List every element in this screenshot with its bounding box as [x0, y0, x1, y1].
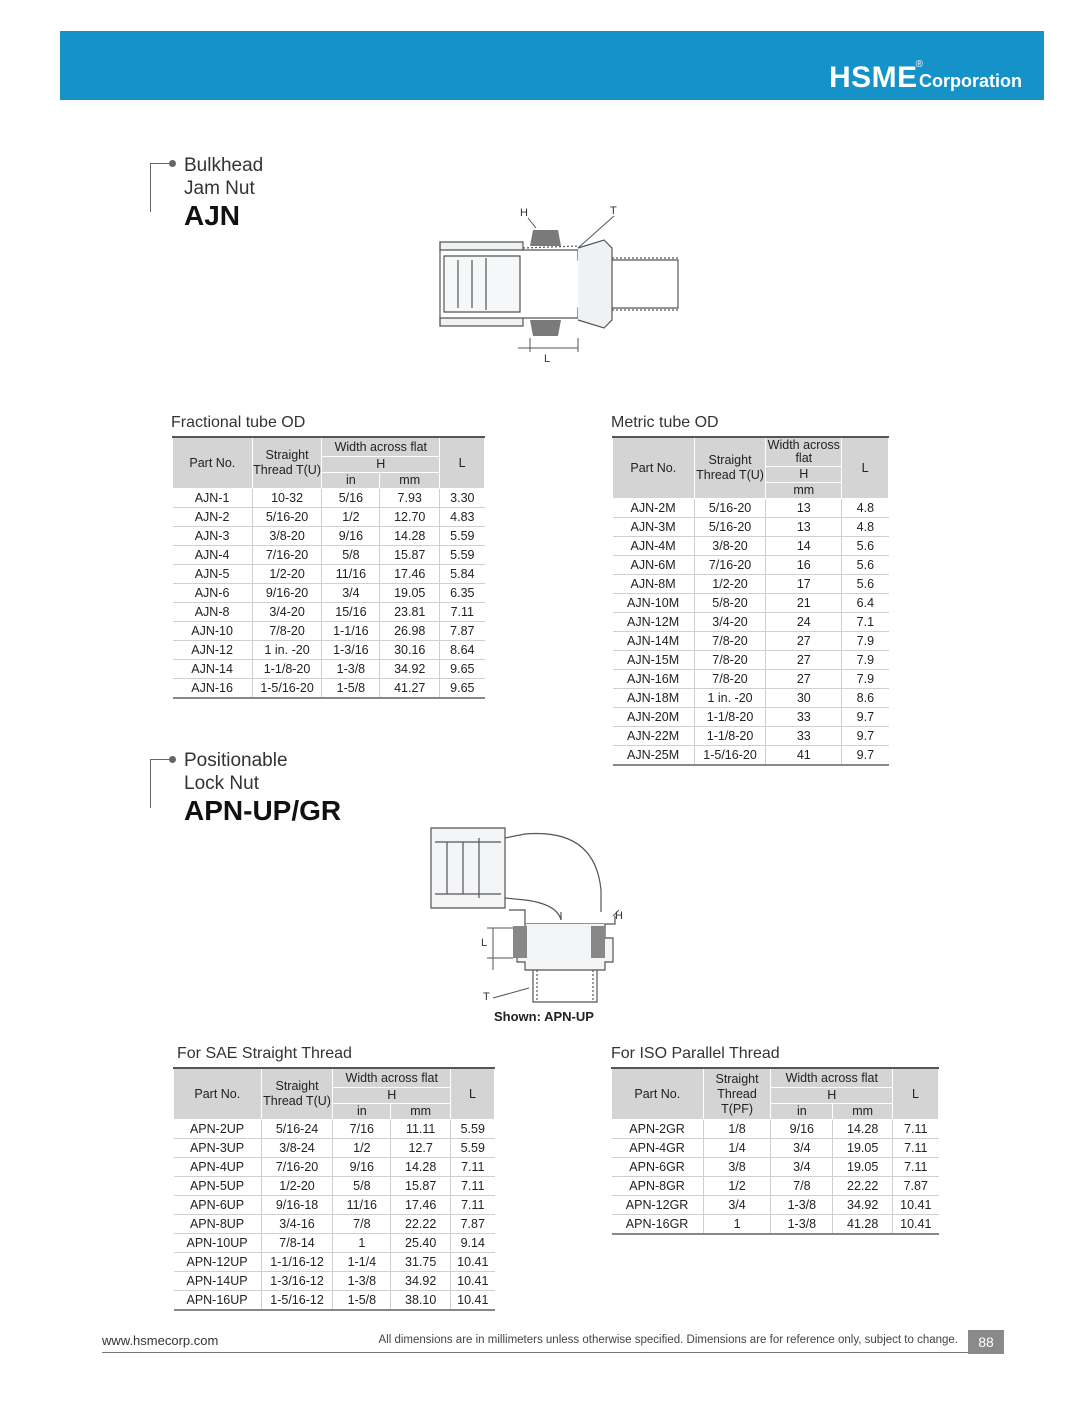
table-row — [173, 546, 485, 565]
table-cell: 3/4-16 — [261, 1215, 333, 1234]
section-bracket-ajn — [150, 163, 173, 212]
col-header-thread: Straight Thread T(U) — [261, 1068, 333, 1120]
table-cell: APN-4UP — [174, 1158, 262, 1177]
table-cell: 7.93 — [380, 489, 440, 508]
table-cell: 1-3/8 — [333, 1272, 391, 1291]
ajn-fitting-diagram — [428, 200, 698, 370]
table-cell: 12.70 — [380, 508, 440, 527]
table-cell: 14.28 — [380, 527, 440, 546]
col-header-l: L — [451, 1068, 495, 1120]
table-cell: 7.11 — [451, 1196, 495, 1215]
table-cell: 5/16-20 — [252, 508, 322, 527]
table-row — [613, 689, 889, 708]
table-cell: 12.7 — [391, 1139, 451, 1158]
table-cell: AJN-14 — [173, 660, 253, 679]
table-cell: 1-1/8-20 — [694, 727, 766, 746]
table-cell: 9/16 — [333, 1158, 391, 1177]
ajn-subtitle-line2: Jam Nut — [184, 178, 255, 199]
table-row — [613, 727, 889, 746]
table-cell: 7/16-20 — [261, 1158, 333, 1177]
table-cell: AJN-6M — [613, 556, 695, 575]
table-cell: 9/16-18 — [261, 1196, 333, 1215]
table-row — [613, 613, 889, 632]
table-cell: 8.6 — [842, 689, 889, 708]
table-row — [613, 518, 889, 537]
table-cell: 21 — [766, 594, 842, 613]
table-cell: 13 — [766, 499, 842, 518]
col-header-mm: mm — [833, 1104, 893, 1120]
table-cell: 1 in. -20 — [252, 641, 322, 660]
table-cell: 6.4 — [842, 594, 889, 613]
table-cell: 7/8-20 — [252, 622, 322, 641]
table-cell: APN-5UP — [174, 1177, 262, 1196]
table-cell: 5.59 — [440, 527, 485, 546]
table-row — [613, 746, 889, 766]
table-row — [612, 1177, 939, 1196]
apn-fitting-diagram — [425, 820, 645, 1010]
table-cell: 31.75 — [391, 1253, 451, 1272]
col-header-in: in — [333, 1104, 391, 1120]
table-cell: AJN-10M — [613, 594, 695, 613]
apn-sae-table — [173, 1067, 495, 1311]
company-logo — [829, 61, 1022, 95]
table-row — [173, 527, 485, 546]
table-cell: 10.41 — [451, 1253, 495, 1272]
col-header-h: H — [766, 467, 842, 483]
col-header-thread: Straight Thread T(U) — [694, 437, 766, 499]
apn-subtitle — [184, 749, 288, 795]
table-cell: 1-5/16-20 — [694, 746, 766, 766]
table-cell: 5/8 — [322, 546, 380, 565]
table-cell: AJN-3M — [613, 518, 695, 537]
table-cell: AJN-2M — [613, 499, 695, 518]
table-cell: 27 — [766, 670, 842, 689]
table-cell: 15.87 — [391, 1177, 451, 1196]
table-cell: 7.9 — [842, 670, 889, 689]
col-header-l: L — [440, 437, 485, 489]
table-cell: 1-5/8 — [322, 679, 380, 699]
table-cell: 7.87 — [893, 1177, 939, 1196]
table-cell: 4.8 — [842, 518, 889, 537]
table-cell: 7/8-20 — [694, 632, 766, 651]
table-cell: APN-2UP — [174, 1120, 262, 1139]
table-cell: 19.05 — [380, 584, 440, 603]
apn-iso-table — [611, 1067, 939, 1235]
col-header-l: L — [893, 1068, 939, 1120]
table-cell: 9/16 — [771, 1120, 833, 1139]
table-cell: 26.98 — [380, 622, 440, 641]
table-cell: 3/4-20 — [252, 603, 322, 622]
col-header-part-no: Part No. — [173, 437, 253, 489]
table-cell: AJN-4 — [173, 546, 253, 565]
table-cell: 1/8 — [703, 1120, 771, 1139]
table-row — [174, 1291, 495, 1311]
table-cell: 1 in. -20 — [694, 689, 766, 708]
ajn-title: AJN — [184, 200, 241, 231]
table-row — [613, 556, 889, 575]
table-cell: 9.65 — [440, 660, 485, 679]
table-cell: 3/4 — [703, 1196, 771, 1215]
table-cell: 19.05 — [833, 1158, 893, 1177]
table-cell: 9.65 — [440, 679, 485, 699]
table-cell: APN-6UP — [174, 1196, 262, 1215]
table-cell: 13 — [766, 518, 842, 537]
table-cell: 7/8-20 — [694, 670, 766, 689]
table-cell: 33 — [766, 708, 842, 727]
table-cell: 3/4 — [771, 1139, 833, 1158]
table-row — [174, 1177, 495, 1196]
table-cell: AJN-20M — [613, 708, 695, 727]
apn-title: APN-UP/GR — [184, 795, 342, 826]
table-cell: 41.28 — [833, 1215, 893, 1235]
table-row — [613, 651, 889, 670]
table-cell: APN-4GR — [612, 1139, 704, 1158]
table-cell: 7.11 — [893, 1139, 939, 1158]
table-cell: 10.41 — [893, 1196, 939, 1215]
table-cell: 14.28 — [833, 1120, 893, 1139]
table-row — [174, 1234, 495, 1253]
table-cell: 25.40 — [391, 1234, 451, 1253]
table-row — [174, 1253, 495, 1272]
table-cell: AJN-18M — [613, 689, 695, 708]
table-cell: 10-32 — [252, 489, 322, 508]
table-cell: 9/16-20 — [252, 584, 322, 603]
iso-caption: For ISO Parallel Thread — [611, 1045, 780, 1062]
registered-mark: ® — [915, 59, 923, 70]
table-cell: 1/2-20 — [252, 565, 322, 584]
table-cell: 5.6 — [842, 537, 889, 556]
table-cell: 22.22 — [833, 1177, 893, 1196]
table-cell: 5/16-24 — [261, 1120, 333, 1139]
table-cell: 1-3/8 — [771, 1215, 833, 1235]
col-header-mm: mm — [380, 473, 440, 489]
table-cell: 1-3/8 — [771, 1196, 833, 1215]
ajn-label-l: L — [544, 353, 551, 365]
table-cell: 19.05 — [833, 1139, 893, 1158]
table-cell: 5.84 — [440, 565, 485, 584]
table-row — [612, 1158, 939, 1177]
table-cell: APN-10UP — [174, 1234, 262, 1253]
table-cell: 1-3/16 — [322, 641, 380, 660]
table-row — [613, 632, 889, 651]
table-cell: 4.83 — [440, 508, 485, 527]
table-row — [173, 565, 485, 584]
table-cell: AJN-2 — [173, 508, 253, 527]
table-row — [613, 708, 889, 727]
table-cell: 5.59 — [451, 1139, 495, 1158]
table-cell: 17.46 — [391, 1196, 451, 1215]
table-cell: AJN-25M — [613, 746, 695, 766]
table-row — [612, 1196, 939, 1215]
ajn-label-h: H — [520, 207, 528, 219]
col-header-l: L — [842, 437, 889, 499]
table-cell: APN-8GR — [612, 1177, 704, 1196]
table-cell: 5.59 — [440, 546, 485, 565]
table-cell: 1-1/8-20 — [694, 708, 766, 727]
table-cell: AJN-3 — [173, 527, 253, 546]
table-cell: 7/8 — [333, 1215, 391, 1234]
table-cell: 10.41 — [451, 1272, 495, 1291]
table-cell: 3/4 — [771, 1158, 833, 1177]
table-cell: 15/16 — [322, 603, 380, 622]
table-cell: 9.7 — [842, 727, 889, 746]
col-header-width: Width across flat — [771, 1068, 893, 1088]
ajn-label-t: T — [610, 205, 617, 217]
table-row — [613, 594, 889, 613]
header-bar — [60, 31, 1044, 100]
table-cell: 5.6 — [842, 575, 889, 594]
table-row — [612, 1139, 939, 1158]
table-cell: 27 — [766, 651, 842, 670]
table-cell: 7.1 — [842, 613, 889, 632]
table-cell: 34.92 — [380, 660, 440, 679]
table-cell: 5.59 — [451, 1120, 495, 1139]
table-cell: 41.27 — [380, 679, 440, 699]
apn-label-t: T — [483, 991, 490, 1003]
table-cell: 7/16-20 — [694, 556, 766, 575]
table-cell: AJN-4M — [613, 537, 695, 556]
table-row — [612, 1215, 939, 1235]
table-cell: 24 — [766, 613, 842, 632]
table-row — [613, 537, 889, 556]
col-header-part-no: Part No. — [613, 437, 695, 499]
metric-caption: Metric tube OD — [611, 414, 719, 431]
table-cell: 1-5/8 — [333, 1291, 391, 1311]
table-cell: 30 — [766, 689, 842, 708]
table-cell: 1-1/4 — [333, 1253, 391, 1272]
table-cell: 1-1/16-12 — [261, 1253, 333, 1272]
table-cell: 3.30 — [440, 489, 485, 508]
table-cell: 22.22 — [391, 1215, 451, 1234]
table-row — [173, 660, 485, 679]
table-cell: 1/2-20 — [694, 575, 766, 594]
table-cell: 7.11 — [451, 1177, 495, 1196]
ajn-metric-table — [612, 436, 889, 766]
table-cell: 9.14 — [451, 1234, 495, 1253]
apn-sae-body — [174, 1120, 495, 1311]
table-cell: AJN-12M — [613, 613, 695, 632]
col-header-width: Width across flat — [322, 437, 440, 457]
table-row — [613, 575, 889, 594]
table-cell: 5/16 — [322, 489, 380, 508]
table-cell: AJN-6 — [173, 584, 253, 603]
col-header-in: in — [322, 473, 380, 489]
fractional-caption: Fractional tube OD — [171, 414, 306, 431]
table-cell: 3/4 — [322, 584, 380, 603]
table-cell: 7.11 — [893, 1120, 939, 1139]
table-cell: 3/8-20 — [252, 527, 322, 546]
table-cell: APN-12UP — [174, 1253, 262, 1272]
table-cell: 7/8-14 — [261, 1234, 333, 1253]
table-cell: 11.11 — [391, 1120, 451, 1139]
brand-name: HSME — [828, 61, 918, 94]
table-row — [612, 1120, 939, 1139]
table-cell: 1/2-20 — [261, 1177, 333, 1196]
table-cell: AJN-16M — [613, 670, 695, 689]
table-row — [613, 499, 889, 518]
table-cell: 9.7 — [842, 708, 889, 727]
table-cell: APN-6GR — [612, 1158, 704, 1177]
footer-disclaimer: All dimensions are in millimeters unless otherwise specified. Dimensions are for reference only, subject to change. — [378, 1334, 958, 1346]
table-row — [173, 679, 485, 699]
apn-subtitle-line1: Positionable — [184, 750, 288, 771]
table-cell: 5.6 — [842, 556, 889, 575]
section-bracket-apn — [150, 759, 173, 808]
table-row — [174, 1196, 495, 1215]
table-cell: 7.11 — [893, 1158, 939, 1177]
col-header-mm: mm — [766, 483, 842, 499]
table-cell: AJN-16 — [173, 679, 253, 699]
table-cell: 1-5/16-12 — [261, 1291, 333, 1311]
sae-caption: For SAE Straight Thread — [177, 1045, 352, 1062]
table-cell: 5/8 — [333, 1177, 391, 1196]
col-header-part-no: Part No. — [612, 1068, 704, 1120]
table-row — [174, 1215, 495, 1234]
table-cell: AJN-15M — [613, 651, 695, 670]
table-cell: 34.92 — [833, 1196, 893, 1215]
col-header-h: H — [322, 457, 440, 473]
table-cell: APN-14UP — [174, 1272, 262, 1291]
table-cell: 17.46 — [380, 565, 440, 584]
table-cell: 1-1/8-20 — [252, 660, 322, 679]
table-cell: 14.28 — [391, 1158, 451, 1177]
apn-subtitle-line2: Lock Nut — [184, 773, 259, 794]
table-row — [173, 508, 485, 527]
table-row — [173, 584, 485, 603]
table-cell: 16 — [766, 556, 842, 575]
table-cell: 6.35 — [440, 584, 485, 603]
table-cell: 9.7 — [842, 746, 889, 766]
ajn-fractional-body — [173, 489, 485, 699]
col-header-h: H — [333, 1088, 451, 1104]
table-cell: 5/8-20 — [694, 594, 766, 613]
table-cell: AJN-10 — [173, 622, 253, 641]
apn-label-l: L — [481, 937, 488, 949]
table-cell: 11/16 — [322, 565, 380, 584]
table-cell: 10.41 — [893, 1215, 939, 1235]
table-cell: AJN-14M — [613, 632, 695, 651]
table-cell: 1-1/16 — [322, 622, 380, 641]
table-cell: 7.9 — [842, 651, 889, 670]
footer-divider — [102, 1352, 968, 1353]
table-row — [174, 1139, 495, 1158]
table-cell: 30.16 — [380, 641, 440, 660]
table-cell: 7.87 — [440, 622, 485, 641]
shown-label: Shown: APN-UP — [494, 1009, 594, 1024]
table-cell: 1/2 — [322, 508, 380, 527]
page-number: 88 — [968, 1330, 1004, 1354]
table-cell: 34.92 — [391, 1272, 451, 1291]
col-header-thread: Straight Thread T(PF) — [703, 1068, 771, 1120]
apn-iso-body — [612, 1120, 939, 1235]
table-cell: 9/16 — [322, 527, 380, 546]
table-cell: 7.9 — [842, 632, 889, 651]
table-cell: AJN-22M — [613, 727, 695, 746]
table-cell: 1/2 — [333, 1139, 391, 1158]
table-cell: APN-12GR — [612, 1196, 704, 1215]
table-cell: 4.8 — [842, 499, 889, 518]
table-row — [173, 622, 485, 641]
table-cell: APN-16UP — [174, 1291, 262, 1311]
table-cell: 1-3/8 — [322, 660, 380, 679]
table-cell: 3/4-20 — [694, 613, 766, 632]
ajn-fractional-table — [172, 436, 485, 699]
table-cell: 3/8-24 — [261, 1139, 333, 1158]
ajn-subtitle-line1: Bulkhead — [184, 155, 264, 176]
table-cell: 5/16-20 — [694, 518, 766, 537]
table-cell: 7/8-20 — [694, 651, 766, 670]
col-header-part-no: Part No. — [174, 1068, 262, 1120]
table-cell: AJN-5 — [173, 565, 253, 584]
table-cell: 38.10 — [391, 1291, 451, 1311]
table-cell: APN-16GR — [612, 1215, 704, 1235]
table-cell: 10.41 — [451, 1291, 495, 1311]
table-cell: APN-2GR — [612, 1120, 704, 1139]
table-cell: 7/8 — [771, 1177, 833, 1196]
col-header-width: Width across flat — [333, 1068, 451, 1088]
table-cell: 1-3/16-12 — [261, 1272, 333, 1291]
table-cell: 1 — [703, 1215, 771, 1235]
table-cell: 33 — [766, 727, 842, 746]
table-row — [173, 603, 485, 622]
table-cell: 7/16 — [333, 1120, 391, 1139]
table-cell: 7.87 — [451, 1215, 495, 1234]
table-row — [173, 489, 485, 508]
table-cell: 5/16-20 — [694, 499, 766, 518]
table-cell: 41 — [766, 746, 842, 766]
table-cell: 14 — [766, 537, 842, 556]
table-cell: 11/16 — [333, 1196, 391, 1215]
brand-suffix: Corporation — [919, 71, 1022, 91]
table-cell: 1-5/16-20 — [252, 679, 322, 699]
table-cell: APN-3UP — [174, 1139, 262, 1158]
table-cell: 7.11 — [440, 603, 485, 622]
table-row — [174, 1272, 495, 1291]
col-header-width: Width across flat — [767, 438, 840, 465]
table-row — [174, 1120, 495, 1139]
table-row — [613, 670, 889, 689]
col-header-thread: Straight Thread T(U) — [252, 437, 322, 489]
footer-website-link[interactable]: www.hsmecorp.com — [102, 1333, 219, 1348]
table-cell: 1/4 — [703, 1139, 771, 1158]
table-cell: 7.11 — [451, 1158, 495, 1177]
table-cell: AJN-8 — [173, 603, 253, 622]
table-row — [174, 1158, 495, 1177]
ajn-subtitle — [184, 154, 263, 200]
table-row — [173, 641, 485, 660]
table-cell: APN-8UP — [174, 1215, 262, 1234]
apn-label-h: H — [615, 910, 623, 922]
table-cell: AJN-12 — [173, 641, 253, 660]
table-cell: 17 — [766, 575, 842, 594]
table-cell: 15.87 — [380, 546, 440, 565]
table-cell: AJN-8M — [613, 575, 695, 594]
table-cell: 1/2 — [703, 1177, 771, 1196]
table-cell: 1 — [333, 1234, 391, 1253]
col-header-mm: mm — [391, 1104, 451, 1120]
table-cell: 8.64 — [440, 641, 485, 660]
ajn-metric-body — [613, 499, 889, 766]
table-cell: 3/8-20 — [694, 537, 766, 556]
col-header-in: in — [771, 1104, 833, 1120]
table-cell: 27 — [766, 632, 842, 651]
table-cell: 23.81 — [380, 603, 440, 622]
table-cell: AJN-1 — [173, 489, 253, 508]
col-header-h: H — [771, 1088, 893, 1104]
table-cell: 7/16-20 — [252, 546, 322, 565]
table-cell: 3/8 — [703, 1158, 771, 1177]
